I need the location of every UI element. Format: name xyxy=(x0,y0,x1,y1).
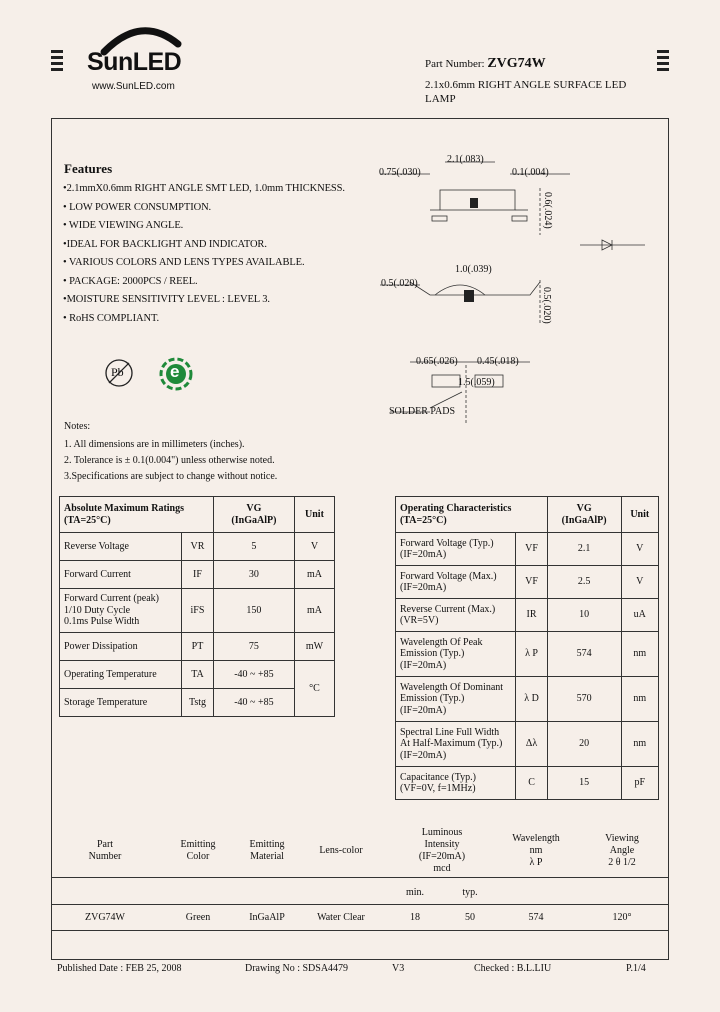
col-viewing-angle: Viewing Angle 2 θ 1/2 xyxy=(605,833,639,868)
note-item: 2. Tolerance is ± 0.1(0.004") unless otherwise noted. xyxy=(64,455,275,466)
feature-item: • PACKAGE: 2000PCS / REEL. xyxy=(63,275,198,287)
table-row: Reverse Current (Max.) (VR=5V) IR 10 uA xyxy=(396,599,659,632)
col-min: min. xyxy=(405,887,425,898)
table-row: Reverse Voltage VR 5 V xyxy=(60,533,335,561)
op-char-vg-header: VG (InGaAlP) xyxy=(547,497,621,533)
col-typ: typ. xyxy=(462,887,478,898)
col-lens-color: Lens-color xyxy=(319,845,363,856)
notes-title: Notes: xyxy=(64,421,91,432)
features-title: Features xyxy=(64,161,113,176)
abs-max-unit-header: Unit xyxy=(294,497,334,533)
col-part-number: Part Number xyxy=(88,839,122,862)
eco-rohs-icon: e xyxy=(159,357,193,391)
footer-published-date: Published Date : FEB 25, 2008 xyxy=(57,963,182,974)
footer-checked-by: Checked : B.L.LIU xyxy=(474,963,552,974)
footer-version: V3 xyxy=(392,963,405,974)
op-char-unit-header: Unit xyxy=(621,497,658,533)
abs-max-vg-header: VG (InGaAlP) xyxy=(213,497,294,533)
solder-pads-label: SOLDER PADS xyxy=(389,406,456,417)
footer-page: P.1/4 xyxy=(626,963,646,974)
dim-side-width: 1.0(.039) xyxy=(455,264,492,275)
part-table-divider-top xyxy=(51,877,669,878)
col-emitting-color: Emitting Color xyxy=(180,839,216,862)
part-number: ZVG74W xyxy=(487,56,546,71)
dim-height: 0.6(.024) xyxy=(542,192,553,229)
feature-item: •IDEAL FOR BACKLIGHT AND INDICATOR. xyxy=(63,238,267,250)
col-wavelength: Wavelength nm λ P xyxy=(512,833,560,868)
table-row: Capacitance (Typ.) (VF=0V, f=1MHz) C 15 pF xyxy=(396,767,659,800)
header-bars-left xyxy=(51,50,63,74)
op-char-header: Operating Characteristics (TA=25°C) xyxy=(396,497,548,533)
feature-item: •2.1mmX0.6mm RIGHT ANGLE SMT LED, 1.0mm THICKNESS. xyxy=(63,183,345,194)
abs-max-header: Absolute Maximum Ratings (TA=25°C) xyxy=(60,497,214,533)
absolute-max-ratings-table xyxy=(59,496,335,717)
dim-pad-2: 0.45(.018) xyxy=(477,356,519,367)
polarity-mark xyxy=(580,240,645,250)
part-number-line xyxy=(425,56,546,72)
col-luminous-intensity: Luminous Intensity (IF=20mA) mcd xyxy=(418,827,466,874)
brand-website[interactable]: www.SunLED.com xyxy=(92,81,175,92)
note-item: 1. All dimensions are in millimeters (inches). xyxy=(64,439,245,450)
feature-item: •MOISTURE SENSITIVITY LEVEL : LEVEL 3. xyxy=(63,294,270,305)
pb-free-icon: Pb xyxy=(104,358,134,388)
feature-item: • WIDE VIEWING ANGLE. xyxy=(63,220,184,231)
package-outline-drawing xyxy=(370,150,660,440)
table-row: Operating Temperature TA -40 ~ +85 °C xyxy=(60,661,335,689)
part-description: 2.1x0.6mm RIGHT ANGLE SURFACE LED LAMP xyxy=(425,79,627,105)
dim-pad-1: 0.65(.026) xyxy=(416,356,458,367)
dim-side: 0.5(.020) xyxy=(381,278,418,289)
feature-item: • LOW POWER CONSUMPTION. xyxy=(63,201,212,213)
col-emitting-material: Emitting Material xyxy=(249,839,285,862)
dim-side-height: 0.5(.020) xyxy=(541,287,552,324)
table-row: Spectral Line Full Width At Half-Maximum (Typ.) (IF=20mA) Δλ 20 nm xyxy=(396,722,659,767)
table-row: Forward Current (peak) 1/10 Duty Cycle 0.1ms Pulse Width iFS 150 mA xyxy=(60,589,335,633)
table-row: Storage Temperature Tstg -40 ~ +85 xyxy=(60,689,335,717)
feature-item: • VARIOUS COLORS AND LENS TYPES AVAILABLE. xyxy=(63,257,305,268)
table-row: Power Dissipation PT 75 mW xyxy=(60,633,335,661)
footer-drawing-number: Drawing No : SDSA4479 xyxy=(245,963,349,974)
dim-lead-left: 0.75(.030) xyxy=(379,167,421,178)
header-bars-right xyxy=(657,50,669,74)
table-row: Wavelength Of Dominant Emission (Typ.) (IF=20mA) λ D 570 nm xyxy=(396,677,659,722)
feature-item: • RoHS COMPLIANT. xyxy=(63,312,159,324)
operating-characteristics-table xyxy=(395,496,659,800)
dim-length: 2.1(.083) xyxy=(447,154,484,165)
features-list xyxy=(63,180,363,328)
notes-list xyxy=(64,437,277,485)
brand-name: SunLED xyxy=(87,48,182,76)
part-number-label: Part Number: xyxy=(425,58,485,70)
dim-pad-3: 1.5(.059) xyxy=(458,377,495,388)
part-table-divider-mid xyxy=(51,904,669,905)
part-table-divider-bottom xyxy=(51,930,669,931)
note-item: 3.Specifications are subject to change without notice. xyxy=(64,471,278,482)
table-row: Forward Voltage (Max.) (IF=20mA) VF 2.5 V xyxy=(396,566,659,599)
table-row: Forward Current IF 30 mA xyxy=(60,561,335,589)
dim-lead-right: 0.1(.004) xyxy=(512,167,549,178)
table-row: Forward Voltage (Typ.) (IF=20mA) VF 2.1 V xyxy=(396,533,659,566)
table-row: Wavelength Of Peak Emission (Typ.) (IF=20mA) λ P 574 nm xyxy=(396,632,659,677)
